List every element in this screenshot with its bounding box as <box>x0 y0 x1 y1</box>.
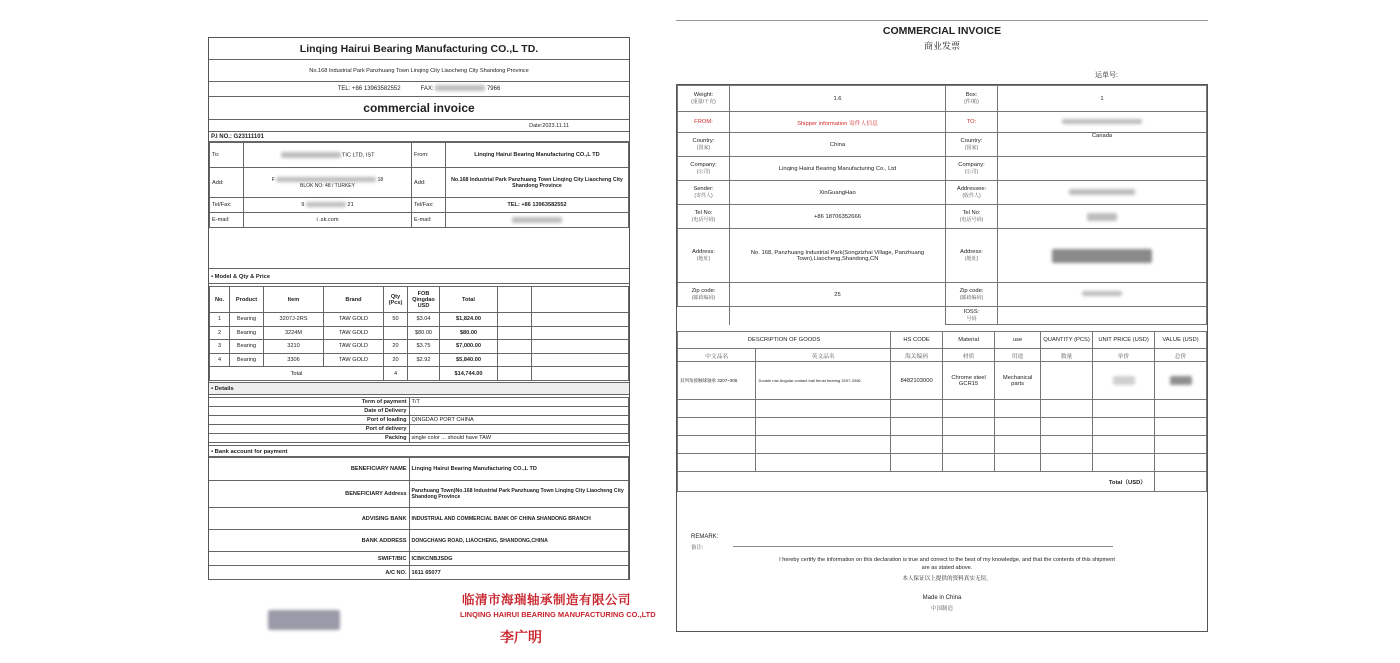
empty-cell <box>1155 400 1207 418</box>
detail-value: QINGDAO PORT CHINA <box>409 416 629 425</box>
made-in-china: Made in China <box>922 595 962 601</box>
zip-label-cn: (邮政编码) <box>691 295 716 301</box>
col-no: No. <box>210 287 230 313</box>
goods-en-name-header: 英文品名 <box>756 349 891 362</box>
seller-add-label: Add: <box>412 168 446 198</box>
row-price: $3.75 <box>408 340 440 354</box>
addressee-label: Addressee: <box>956 186 987 192</box>
zip-value: 25 <box>730 283 946 307</box>
row-item: 3306 <box>264 353 324 367</box>
detail-label: Port of loading <box>209 416 409 425</box>
col-qty: Qty (Pcs) <box>384 287 408 313</box>
detail-label: Date of Delivery <box>209 407 409 416</box>
made-in-china-cn: 中国制造 <box>930 606 953 612</box>
bank-label: BANK ADDRESS <box>209 530 409 552</box>
seller-tel: TEL: +86 13963582552 <box>446 198 629 213</box>
empty-cell <box>891 436 943 454</box>
goods-cn-name-header: 中文品名 <box>678 349 756 362</box>
goods-en-name: Double row Angular contact ball thrust bearing 3207-3306 <box>756 362 891 400</box>
weight-label-cn: (重量/千克) <box>691 99 716 105</box>
right-invoice-title: COMMERCIAL INVOICE <box>882 25 1002 37</box>
total-value: $14,744.00 <box>440 367 498 381</box>
item-table <box>209 286 629 381</box>
empty-cell <box>678 436 756 454</box>
bank-value: INDUSTRIAL AND COMMERCIAL BANK OF CHINA SHANDONG BRANCH <box>409 508 629 530</box>
certification-text: I hereby certify the information on this declaration is true and correct to the best of my knowledge, and that the contents of this shipment are as stated above. <box>779 557 1115 571</box>
telfax-label: Tel/Fax: <box>210 198 244 213</box>
party-table <box>209 142 629 228</box>
row-item: 3210 <box>264 340 324 354</box>
address-cell <box>678 229 730 283</box>
remark-label-cn: 备注: <box>691 545 704 551</box>
ioss-label: IOSS: <box>963 309 980 315</box>
to-label: To: <box>210 143 244 168</box>
total-usd-label: Total（USD） <box>678 472 1155 492</box>
address-label: Address: <box>692 249 715 255</box>
row-item: 3207J-2RS <box>264 313 324 327</box>
addressee-label-cn: (收件人) <box>962 193 981 199</box>
row-total: $7,000.00 <box>440 340 498 354</box>
to-company <box>998 157 1207 181</box>
to-company-cell <box>946 157 998 181</box>
buyer-name <box>244 143 412 168</box>
goods-material: Chrome steel GCR15 <box>943 362 995 400</box>
detail-label: Term of payment <box>209 398 409 407</box>
row-empty <box>498 353 532 367</box>
empty-cell <box>756 418 891 436</box>
col-product: Product <box>230 287 264 313</box>
buyer-address-line1: F <box>271 176 275 183</box>
row-total: $80.00 <box>440 326 498 340</box>
row-qty: 50 <box>384 313 408 327</box>
invoice-date: Date:2023.11.11 <box>209 120 629 132</box>
section-model-qty-price: ▪ Model & Qty & Price <box>209 270 629 284</box>
to-zip-label-cn: (邮政编码) <box>959 295 984 301</box>
empty-cell <box>891 454 943 472</box>
redacted-recipient <box>1062 119 1142 124</box>
pi-number: P.I NO.: G23111101 <box>209 132 629 142</box>
row-product: Bearing <box>230 326 264 340</box>
weight-label: Weight: <box>693 92 714 98</box>
table-row <box>210 353 629 367</box>
buyer-address-number: 18 <box>377 176 384 183</box>
empty-cell <box>995 436 1041 454</box>
email-label: E-mail: <box>210 213 244 228</box>
to-address-cell <box>946 229 998 283</box>
redacted-zip <box>1082 291 1122 296</box>
row-empty <box>498 326 532 340</box>
goods-qty-header-cn: 数量 <box>1041 349 1093 362</box>
box-label: Box: <box>965 92 978 98</box>
detail-value: single color ... should have TAW <box>409 434 629 443</box>
seller-address: No.168 Industrial Park Panzhuang Town Linqing City Liaocheng City Shandong Province <box>446 168 629 198</box>
to-country: Canada <box>998 133 1207 157</box>
row-empty <box>498 367 532 381</box>
company-cell <box>678 157 730 181</box>
goods-table <box>677 331 1207 492</box>
bank-value: ICBKCNBJSDG <box>409 552 629 566</box>
tel-value: +86 18706352666 <box>730 205 946 229</box>
right-commercial-invoice <box>676 20 1208 612</box>
total-empty <box>408 367 440 381</box>
row-no: 3 <box>210 340 230 354</box>
remark-label: REMARK: <box>691 534 719 540</box>
goods-header-hs: HS CODE <box>891 332 943 349</box>
empty-cell <box>1041 436 1093 454</box>
row-brand: TAW GOLD <box>324 340 384 354</box>
empty-cell <box>756 400 891 418</box>
addressee-value <box>998 181 1207 205</box>
row-brand: TAW GOLD <box>324 353 384 367</box>
detail-value <box>409 425 629 434</box>
row-empty <box>498 313 532 327</box>
from-company: Linqing Hairui Bearing Manufacturing Co., Ltd <box>730 157 946 181</box>
table-row <box>210 313 629 327</box>
empty-cell <box>678 454 756 472</box>
tel-fax-line <box>209 82 629 97</box>
address-value: No. 168, Panzhuang Industrial Park(Songzizhai Village, Panzhuang Town),Liaocheng,Shandong,CN <box>730 229 946 283</box>
to-address-label: Address: <box>960 249 983 255</box>
zip-label: Zip code: <box>691 288 716 294</box>
goods-header-qty: QUANTITY (PCS) <box>1041 332 1093 349</box>
right-invoice-title-cn: 商业发票 <box>923 41 960 51</box>
empty-cell <box>1093 400 1155 418</box>
row-no: 2 <box>210 326 230 340</box>
seller-email <box>446 213 629 228</box>
seller-telfax-label: Tel/Fax: <box>412 198 446 213</box>
table-row <box>210 326 629 340</box>
ioss-cell <box>946 307 998 325</box>
to-zip-cell <box>946 283 998 307</box>
empty-cell <box>943 436 995 454</box>
goods-unit-price <box>1093 362 1155 400</box>
row-product: Bearing <box>230 340 264 354</box>
bank-label: BENEFICIARY Address <box>209 481 409 508</box>
sender-label: Sender: <box>693 186 714 192</box>
certification-text-cn: 本人保证以上提供的资料真实无误。 <box>902 576 992 582</box>
buyer-email: i .sk.com <box>244 213 412 228</box>
total-usd-value <box>1155 472 1207 492</box>
empty-cell <box>1041 454 1093 472</box>
from-label: From: <box>412 143 446 168</box>
to-zip-label: Zip code: <box>959 288 984 294</box>
col-empty-1 <box>498 287 532 313</box>
buyer-name-fragment: TIC LTD, IST <box>341 152 375 159</box>
empty-cell <box>1093 418 1155 436</box>
row-qty: 20 <box>384 353 408 367</box>
goods-qty <box>1041 362 1093 400</box>
empty-cell <box>1155 418 1207 436</box>
col-item: Item <box>264 287 324 313</box>
empty-cell <box>891 418 943 436</box>
goods-material-header-cn: 材质 <box>943 349 995 362</box>
empty-cell <box>943 400 995 418</box>
tel-label: Tel No: <box>694 210 713 216</box>
row-item: 3224M <box>264 326 324 340</box>
col-fob: FOB Qingdao USD <box>408 287 440 313</box>
country-cell <box>678 133 730 157</box>
empty-cell <box>678 307 730 325</box>
buyer-address <box>244 168 412 198</box>
redacted-seller-email <box>512 217 562 223</box>
weight-value: 1.6 <box>730 86 946 112</box>
row-price: $80.00 <box>408 326 440 340</box>
redacted-value <box>1170 376 1192 385</box>
to-country-label-cn: (国家) <box>964 145 979 151</box>
to-address-label-cn: (地址) <box>964 256 979 262</box>
row-brand: TAW GOLD <box>324 326 384 340</box>
country-label-cn: (国家) <box>696 145 711 151</box>
row-price: $2.92 <box>408 353 440 367</box>
row-empty <box>532 340 629 354</box>
col-brand: Brand <box>324 287 384 313</box>
redacted-addressee <box>1069 189 1135 195</box>
empty-cell <box>678 418 756 436</box>
left-commercial-invoice <box>208 37 630 580</box>
col-empty-2 <box>532 287 629 313</box>
col-total: Total <box>440 287 498 313</box>
empty-cell <box>995 418 1041 436</box>
remark-line <box>733 546 1113 547</box>
goods-use-header-cn: 用途 <box>995 349 1041 362</box>
row-product: Bearing <box>230 313 264 327</box>
to-country-cell <box>946 133 998 157</box>
ioss-label-cn: 号码 <box>966 316 977 322</box>
goods-hs-header-cn: 海关编码 <box>891 349 943 362</box>
company-stamp-cn: 临清市海瑞轴承制造有限公司 <box>462 592 632 607</box>
empty-cell <box>1093 436 1155 454</box>
handwritten-signature: 李广明 <box>500 630 542 646</box>
seller-email-label: E-mail: <box>412 213 446 228</box>
weight-cell <box>678 86 730 112</box>
buyer-tel-a: 9 <box>301 202 305 208</box>
row-empty <box>532 326 629 340</box>
redacted-fax <box>435 85 485 91</box>
goods-unit-price-header-cn: 单价 <box>1093 349 1155 362</box>
box-label-cn: (件/箱) <box>964 99 979 105</box>
empty-cell <box>1093 454 1155 472</box>
to-country-label: Country: <box>960 138 983 144</box>
company-label: Company: <box>690 162 717 168</box>
detail-label: Port of delivery <box>209 425 409 434</box>
bank-value: Panzhuang Town)No.168 Industrial Park Panzhuang Town Linqing City Liaocheng City Shandong Province <box>409 481 629 508</box>
addressee-cell <box>946 181 998 205</box>
goods-value-header-cn: 总价 <box>1155 349 1207 362</box>
buyer-address-line2: BLOK NO: 48 / TURKEY <box>300 182 355 189</box>
total-qty: 4 <box>384 367 408 381</box>
empty-cell <box>995 400 1041 418</box>
row-product: Bearing <box>230 353 264 367</box>
company-address: No.168 Industrial Park Panzhuang Town Linqing City Liaocheng City Shandong Province <box>209 60 629 82</box>
document-title: commercial invoice <box>209 97 629 120</box>
buyer-tel <box>244 198 412 213</box>
to-tel-value <box>998 205 1207 229</box>
empty-cell <box>1041 418 1093 436</box>
section-details: ▪ Details <box>209 382 629 395</box>
company-stamp-en: LINQING HAIRUI BEARING MANUFACTURING CO.,LTD <box>460 610 656 619</box>
add-label: Add: <box>210 168 244 198</box>
goods-header-desc: DESCRIPTION OF GOODS <box>678 332 891 349</box>
seller-name: Linqing Hairui Bearing Manufacturing CO.,L TD <box>446 143 629 168</box>
company-name: Linqing Hairui Bearing Manufacturing CO.,L TD. <box>209 38 629 60</box>
sender-cell <box>678 181 730 205</box>
goods-hs-code: 8482103000 <box>891 362 943 400</box>
empty-cell <box>678 400 756 418</box>
to-tel-cell <box>946 205 998 229</box>
bank-value: DONGCHANG ROAD, LIAOCHENG, SHANDONG,CHINA <box>409 530 629 552</box>
redacted-tel <box>1087 213 1117 221</box>
redacted-buyer-address <box>276 177 376 182</box>
buyer-tel-b: 21 <box>347 202 354 208</box>
total-row <box>210 367 629 381</box>
row-empty <box>498 340 532 354</box>
detail-label: Packing <box>209 434 409 443</box>
row-qty: 20 <box>384 340 408 354</box>
empty-cell <box>943 454 995 472</box>
from-label: FROM: <box>678 112 730 133</box>
empty-cell <box>943 418 995 436</box>
goods-header-unit-price: UNIT PRICE (USD) <box>1093 332 1155 349</box>
company-label-cn: (公司) <box>696 169 711 175</box>
to-zip-value <box>998 283 1207 307</box>
zip-cell <box>678 283 730 307</box>
invoice-frame <box>676 84 1208 632</box>
empty-cell <box>730 307 946 325</box>
shipper-info: Shipper information 寄件人信息 <box>730 112 946 133</box>
empty-cell <box>756 454 891 472</box>
row-no: 4 <box>210 353 230 367</box>
to-value <box>998 112 1207 133</box>
address-label-cn: (地址) <box>696 256 711 262</box>
goods-cn-name: 双列角接触球轴承 3207~306 <box>678 362 756 400</box>
bank-label: SWIFT/BIC <box>209 552 409 566</box>
shipment-table <box>677 85 1207 325</box>
country-label: Country: <box>692 138 715 144</box>
empty-cell <box>756 436 891 454</box>
bank-value: 1611 65077 <box>409 566 629 580</box>
section-bank: ▪ Bank account for payment <box>209 445 629 457</box>
table-row <box>210 340 629 354</box>
to-company-label: Company: <box>958 162 985 168</box>
to-tel-label-cn: (电话号码) <box>959 217 984 223</box>
from-country: China <box>730 133 946 157</box>
box-value: 1 <box>998 86 1207 112</box>
redacted-signature <box>268 610 340 630</box>
to-label: TO: <box>946 112 998 133</box>
goods-header-value: VALUE (USD) <box>1155 332 1207 349</box>
to-address-value <box>998 229 1207 283</box>
empty-cell <box>1155 436 1207 454</box>
total-label: Total <box>210 367 384 381</box>
redacted-buyer-tel <box>306 202 346 207</box>
row-empty <box>532 367 629 381</box>
detail-value <box>409 407 629 416</box>
redacted-unit-price <box>1113 376 1135 385</box>
sender-label-cn: (寄件人) <box>694 193 713 199</box>
tel-number: TEL: +86 13963582552 <box>337 86 401 92</box>
bank-label: ADVISING BANK <box>209 508 409 530</box>
details-table <box>209 397 629 443</box>
detail-value: T/T <box>409 398 629 407</box>
tel-label-cn: (电话号码) <box>691 217 716 223</box>
ioss-value <box>998 307 1207 325</box>
waybill-label: 运单号: <box>1095 72 1118 79</box>
empty-cell <box>891 400 943 418</box>
goods-header-use: use <box>995 332 1041 349</box>
row-empty <box>532 353 629 367</box>
to-tel-label: Tel No: <box>962 210 981 216</box>
fax-label: FAX: <box>420 86 434 92</box>
goods-value <box>1155 362 1207 400</box>
row-brand: TAW GOLD <box>324 313 384 327</box>
row-no: 1 <box>210 313 230 327</box>
bank-label: A/C NO. <box>209 566 409 580</box>
fax-suffix: 7966 <box>486 86 501 92</box>
bank-label: BENEFICIARY NAME <box>209 458 409 481</box>
empty-cell <box>1155 454 1207 472</box>
row-empty <box>532 313 629 327</box>
bank-table <box>209 457 629 580</box>
empty-cell <box>995 454 1041 472</box>
row-qty <box>384 326 408 340</box>
redacted-address <box>1052 249 1152 263</box>
sender-value: XinGuangHao <box>730 181 946 205</box>
tel-cell <box>678 205 730 229</box>
goods-header-material: Material <box>943 332 995 349</box>
empty-cell <box>1041 400 1093 418</box>
redacted-buyer <box>281 152 341 158</box>
goods-use: Mechanical parts <box>995 362 1041 400</box>
row-total: $1,824.00 <box>440 313 498 327</box>
to-company-label-cn: (公司) <box>964 169 979 175</box>
box-cell <box>946 86 998 112</box>
row-total: $5,840.00 <box>440 353 498 367</box>
bank-value: Linqing Hairui Bearing Manufacturing CO.,L TD <box>409 458 629 481</box>
row-price: $3.04 <box>408 313 440 327</box>
